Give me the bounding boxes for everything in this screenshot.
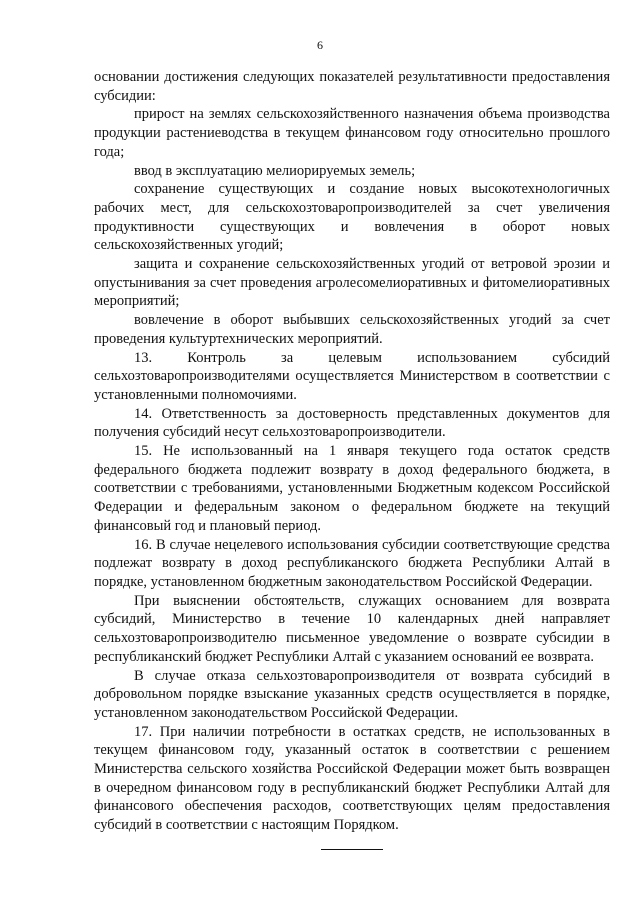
paragraph-clause-16-refusal: В случае отказа сельхозтоваропроизводителя от возврата субсидий в добровольном порядке взыскание указанных средств осуществляется в порядке, установленном законодательством Российской Федерации. (94, 667, 610, 721)
paragraph-clause-13: 13. Контроль за целевым использованием субсидий сельхозтоваропроизводителями осуществляется Министерством в соответствии с установленными полномочиями. (94, 349, 610, 403)
paragraph-clause-15: 15. Не использованный на 1 января текущего года остаток средств федерального бюджета подлежит возврату в доход федерального бюджета, в соответствии с требованиями, установленными Бюджетным кодексом Российской Федерации и федеральным законом о федеральном бюджете на текущий финансовый год и плановый период. (94, 443, 610, 534)
paragraph-clause-16: 16. В случае нецелевого использования субсидии соответствующие средства подлежат возврату в доход республиканского бюджета Республики Алтай в порядке, установленном бюджетным законодательством Российской Федерации. (94, 536, 610, 590)
paragraph-clause-17: 17. При наличии потребности в остатках средств, не использованных в текущем финансовом году, указанный остаток в соответствии с решением Министерства сельского хозяйства Российской Федерации может быть возвращен в очередном финансовом году в республиканский бюджет Республики Алтай для финансового обеспечения расходов, соответствующих целям предоставления субсидий в соответствии с настоящим Порядком. (94, 723, 610, 834)
paragraph-clause-14: 14. Ответственность за достоверность представленных документов для получения субсидий несут сельхозтоваропроизводители. (94, 405, 610, 441)
paragraph-indicator-jobs: сохранение существующих и создание новых высокотехнологичных рабочих мест, для сельскохозтоваропроизводителей за счет увеличения продуктивности существующих и вовлечения в оборот новых сельскохозяйственных угодий; (94, 181, 610, 254)
paragraph-indicator-crop-production: прирост на землях сельскохозяйственного назначения объема производства продукции растениеводства в текущем финансовом году относительно прошлого года; (94, 106, 610, 160)
paragraph-continuation: основании достижения следующих показателей результативности предоставления субсидии: (94, 69, 610, 104)
paragraph-indicator-erosion-protection: защита и сохранение сельскохозяйственных угодий от ветровой эрозии и опустынивания за счет проведения агролесомелиоративных и фитомелиоративных мероприятий; (94, 256, 610, 310)
document-body (94, 68, 610, 835)
paragraph-indicator-land-reclamation: ввод в эксплуатацию мелиорируемых земель; (134, 162, 416, 179)
paragraph-clause-16-notice: При выяснении обстоятельств, служащих основанием для возврата субсидий, Министерство в течение 10 календарных дней направляет сельхозтоваропроизводителю письменное уведомление о возврате субсидии в республиканский бюджет Республики Алтай с указанием оснований ее возврата. (94, 592, 610, 665)
paragraph-indicator-land-return: вовлечение в оборот выбывших сельскохозяйственных угодий за счет проведения культуртехнических мероприятий. (94, 312, 610, 347)
end-of-text-rule (321, 849, 383, 850)
page-number: 6 (317, 38, 323, 52)
